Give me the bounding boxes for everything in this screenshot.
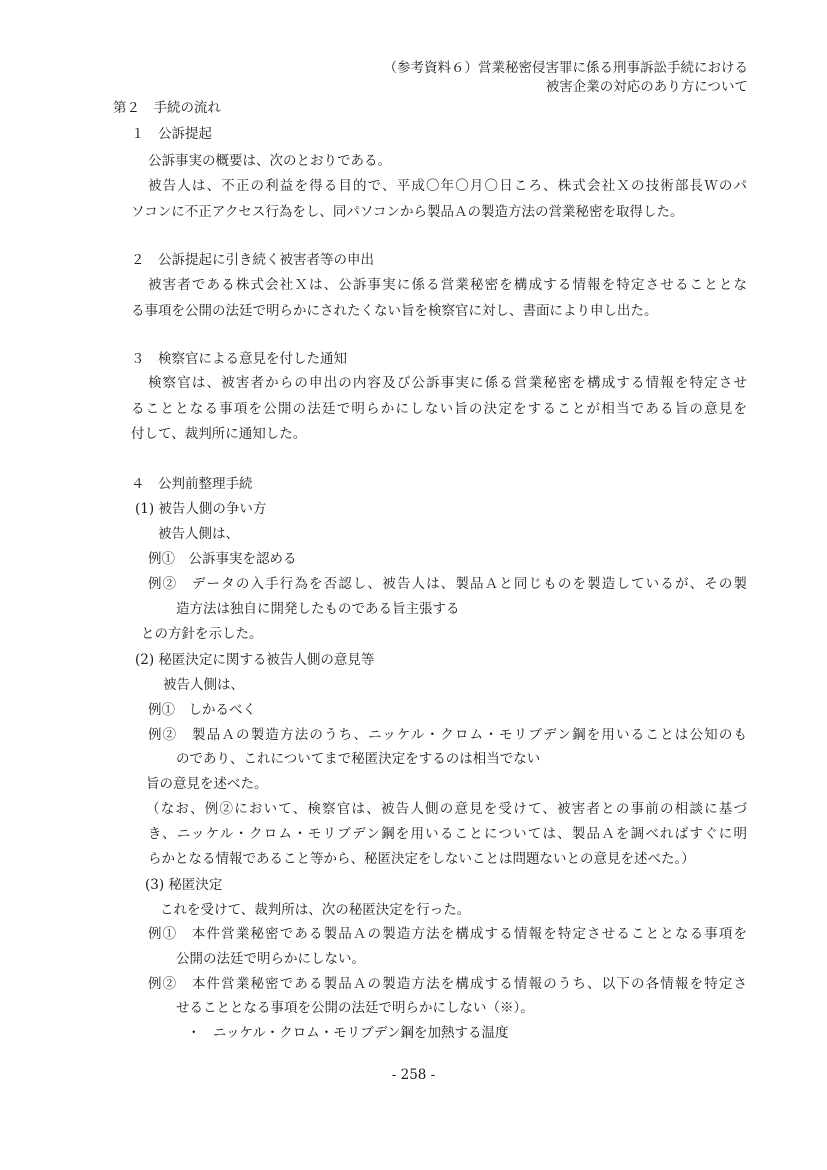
section-3-para-line-3: 付して、裁判所に通知した。	[131, 426, 307, 442]
subsection-2-note-line-2: き、ニッケル・クロム・モリブデン鋼を用いることについては、製品Ａを調べればすぐに明	[148, 826, 747, 842]
subsection-1-intro: 被告人側は、	[158, 526, 239, 542]
section-2-para-line-2: る事項を公開の法廷で明らかにされたくない旨を検察官に対し、書面により申し出た。	[131, 303, 658, 319]
page-number: - 258 -	[391, 1067, 436, 1083]
section-1-para-line-1: 被告人は、不正の利益を得る目的で、平成〇年〇月〇日ころ、株式会社Ｘの技術部長Ｗのパ	[148, 178, 747, 194]
subsection-2-example-2-line-1: 例② 製品Ａの製造方法のうち、ニッケル・クロム・モリブデン鋼を用いることは公知のも	[148, 727, 747, 743]
section-1-intro: 公訴事実の概要は、次のとおりである。	[148, 153, 391, 169]
subsection-3-example-2-line-2: せることとなる事項を公開の法廷で明らかにしない（※）。	[176, 1000, 534, 1016]
subsection-3-heading: (3) 秘匿決定	[145, 877, 223, 893]
section-2-para-line-1: 被害者である株式会社Ｘは、公訴事実に係る営業秘密を構成する情報を特定させることとな	[148, 277, 747, 293]
header-line-2: 被害企業の対応のあり方について	[545, 79, 748, 95]
subsection-2-example-2-line-2: のであり、これについてまで秘匿決定をするのは相当でない	[176, 751, 541, 767]
subsection-3-example-1-line-1: 例① 本件営業秘密である製品Ａの製造方法を構成する情報を特定させることとなる事項を	[148, 926, 747, 942]
section-3-heading: ３ 検察官による意見を付した通知	[131, 351, 347, 367]
subsection-3-intro: これを受けて、裁判所は、次の秘匿決定を行った。	[160, 902, 471, 918]
section-1-para-line-2: ソコンに不正アクセス行為をし、同パソコンから製品Ａの製造方法の営業秘密を取得した。	[131, 204, 684, 220]
section-1-heading: １ 公訴提起	[131, 126, 212, 142]
section-3-para-line-2: ることとなる事項を公開の法廷で明らかにしない旨の決定をすることが相当である旨の意見を	[131, 401, 747, 417]
section-3-para-line-1: 検察官は、被害者からの申出の内容及び公訴事実に係る営業秘密を構成する情報を特定させ	[148, 375, 747, 391]
section-2-heading: ２ 公訴提起に引き続く被害者等の申出	[131, 252, 374, 268]
bullet-item-1: ニッケル・クロム・モリブデン鋼を加熱する温度	[213, 1025, 509, 1041]
subsection-3-example-1-line-2: 公開の法廷で明らかにしない。	[176, 951, 365, 967]
subsection-1-example-1: 例① 公訴事実を認める	[148, 551, 297, 567]
subsection-2-example-1: 例① しかるべく	[148, 702, 256, 718]
subsection-1-heading: (1) 被告人側の争い方	[135, 501, 267, 517]
subsection-2-note-line-1: （なお、例②において、検察官は、被告人側の意見を受けて、被害者との事前の相談に基づ	[146, 801, 747, 817]
subsection-2-note-line-3: らかとなる情報であること等から、秘匿決定をしないことは問題ないとの意見を述べた。）	[148, 851, 695, 867]
subsection-1-example-2-line-1: 例② データの入手行為を否認し、被告人は、製品Ａと同じものを製造しているが、その製	[148, 576, 747, 592]
subsection-2-intro: 被告人側は、	[163, 677, 244, 693]
subsection-2-heading: (2) 秘匿決定に関する被告人側の意見等	[135, 652, 375, 668]
header-line-1: （参考資料６）営業秘密侵害罪に係る刑事訴訟手続における	[383, 60, 748, 76]
bullet-mark: ・	[187, 1025, 201, 1041]
subsection-3-example-2-line-1: 例② 本件営業秘密である製品Ａの製造方法を構成する情報のうち、以下の各情報を特定さ	[148, 976, 747, 992]
subsection-1-example-2-line-2: 造方法は独自に開発したものである旨主張する	[176, 601, 460, 617]
subsection-1-closing: との方針を示した。	[141, 626, 263, 642]
chapter-title: 第２ 手続の流れ	[113, 100, 221, 116]
subsection-2-closing: 旨の意見を述べた。	[146, 776, 268, 792]
section-4-heading: ４ 公判前整理手続	[131, 476, 253, 492]
